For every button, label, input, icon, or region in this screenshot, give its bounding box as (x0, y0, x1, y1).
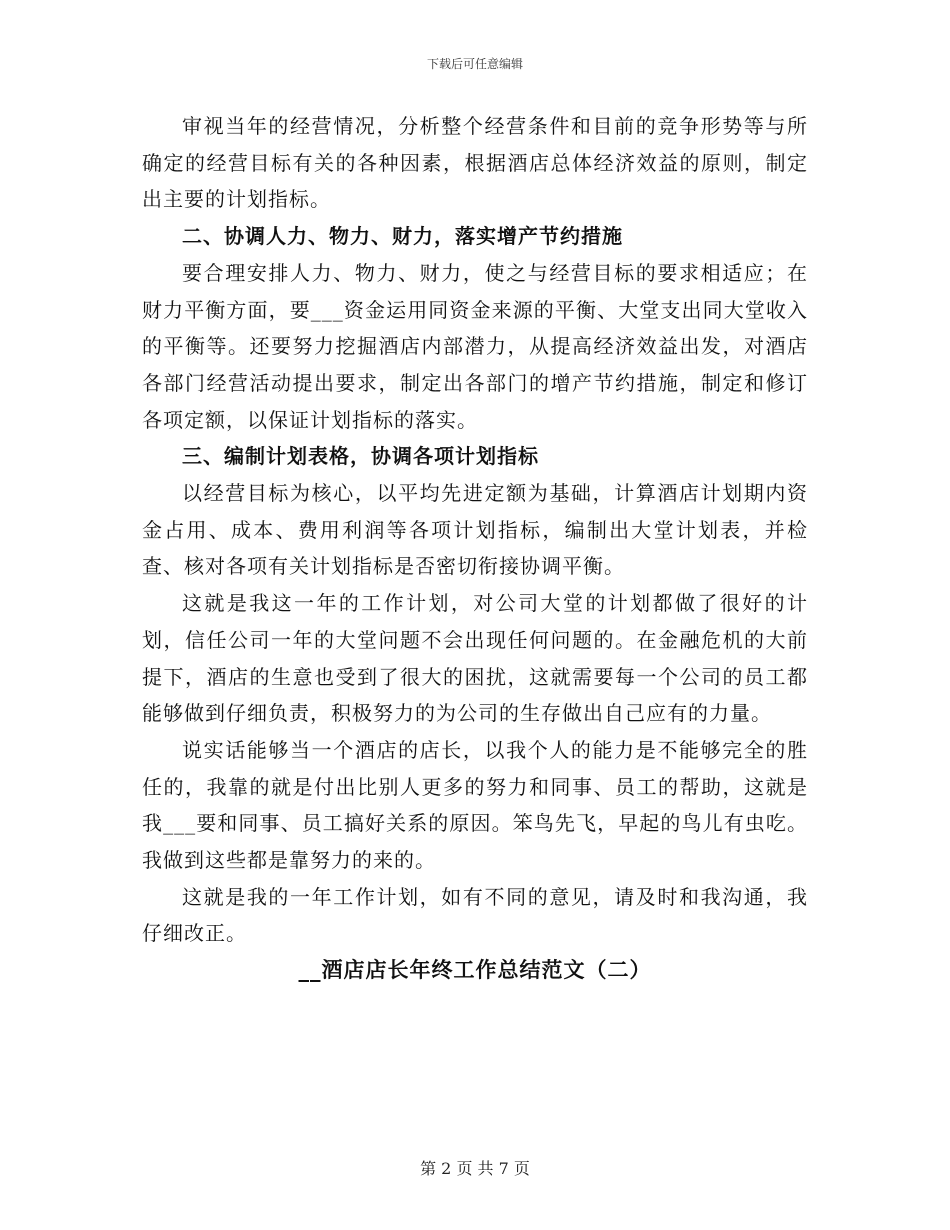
section-heading-2: 二、协调人力、物力、财力，落实增产节约措施 (182, 224, 623, 249)
paragraph-1: 审视当年的经营情况，分析整个经营条件和目前的竞争形势等与所确定的经营目标有关的各种因素，根据酒店总体经济效益的原则，制定出主要的计划指标。 (142, 114, 808, 212)
paragraph-5: 说实话能够当一个酒店的店长，以我个人的能力是不能够完全的胜任的，我靠的就是付出比别人更多的努力和同事、员工的帮助，这就是我___要和同事、员工搞好关系的原因。笨鸟先飞，早起的鸟儿有虫吃。我做到这些都是靠努力的来的。 (142, 737, 808, 873)
paragraph-2: 要合理安排人力、物力、财力，使之与经营目标的要求相适应；在财力平衡方面，要___资金运用同资金来源的平衡、大堂支出同大堂收入的平衡等。还要努力挖掘酒店内部潜力，从提高经济效益出发，对酒店各部门经营活动提出要求，制定出各部门的增产节约措施，制定和修订各项定额，以保证计划指标的落实。 (142, 260, 808, 432)
paragraph-3: 以经营目标为核心，以平均先进定额为基础，计算酒店计划期内资金占用、成本、费用利润等各项计划指标，编制出大堂计划表，并检查、核对各项有关计划指标是否密切衔接协调平衡。 (142, 481, 808, 579)
paragraph-6: 这就是我的一年工作计划，如有不同的意见，请及时和我沟通，我仔细改正。 (142, 884, 808, 946)
paragraph-4: 这就是我这一年的工作计划，对公司大堂的计划都做了很好的计划，信任公司一年的大堂问题不会出现任何问题的。在金融危机的大前提下，酒店的生意也受到了很大的困扰，这就需要每一个公司的员工都能够做到仔细负责，积极努力的为公司的生存做出自己应有的力量。 (142, 591, 808, 726)
section-heading-3: 三、编制计划表格，协调各项计划指标 (182, 444, 539, 469)
document-title: __酒店店长年终工作总结范文（二） (298, 957, 652, 983)
page-header: 下载后可任意编辑 (426, 57, 523, 71)
document-body (142, 108, 808, 989)
page-number: 第 2 页 共 7 页 (420, 1159, 530, 1178)
